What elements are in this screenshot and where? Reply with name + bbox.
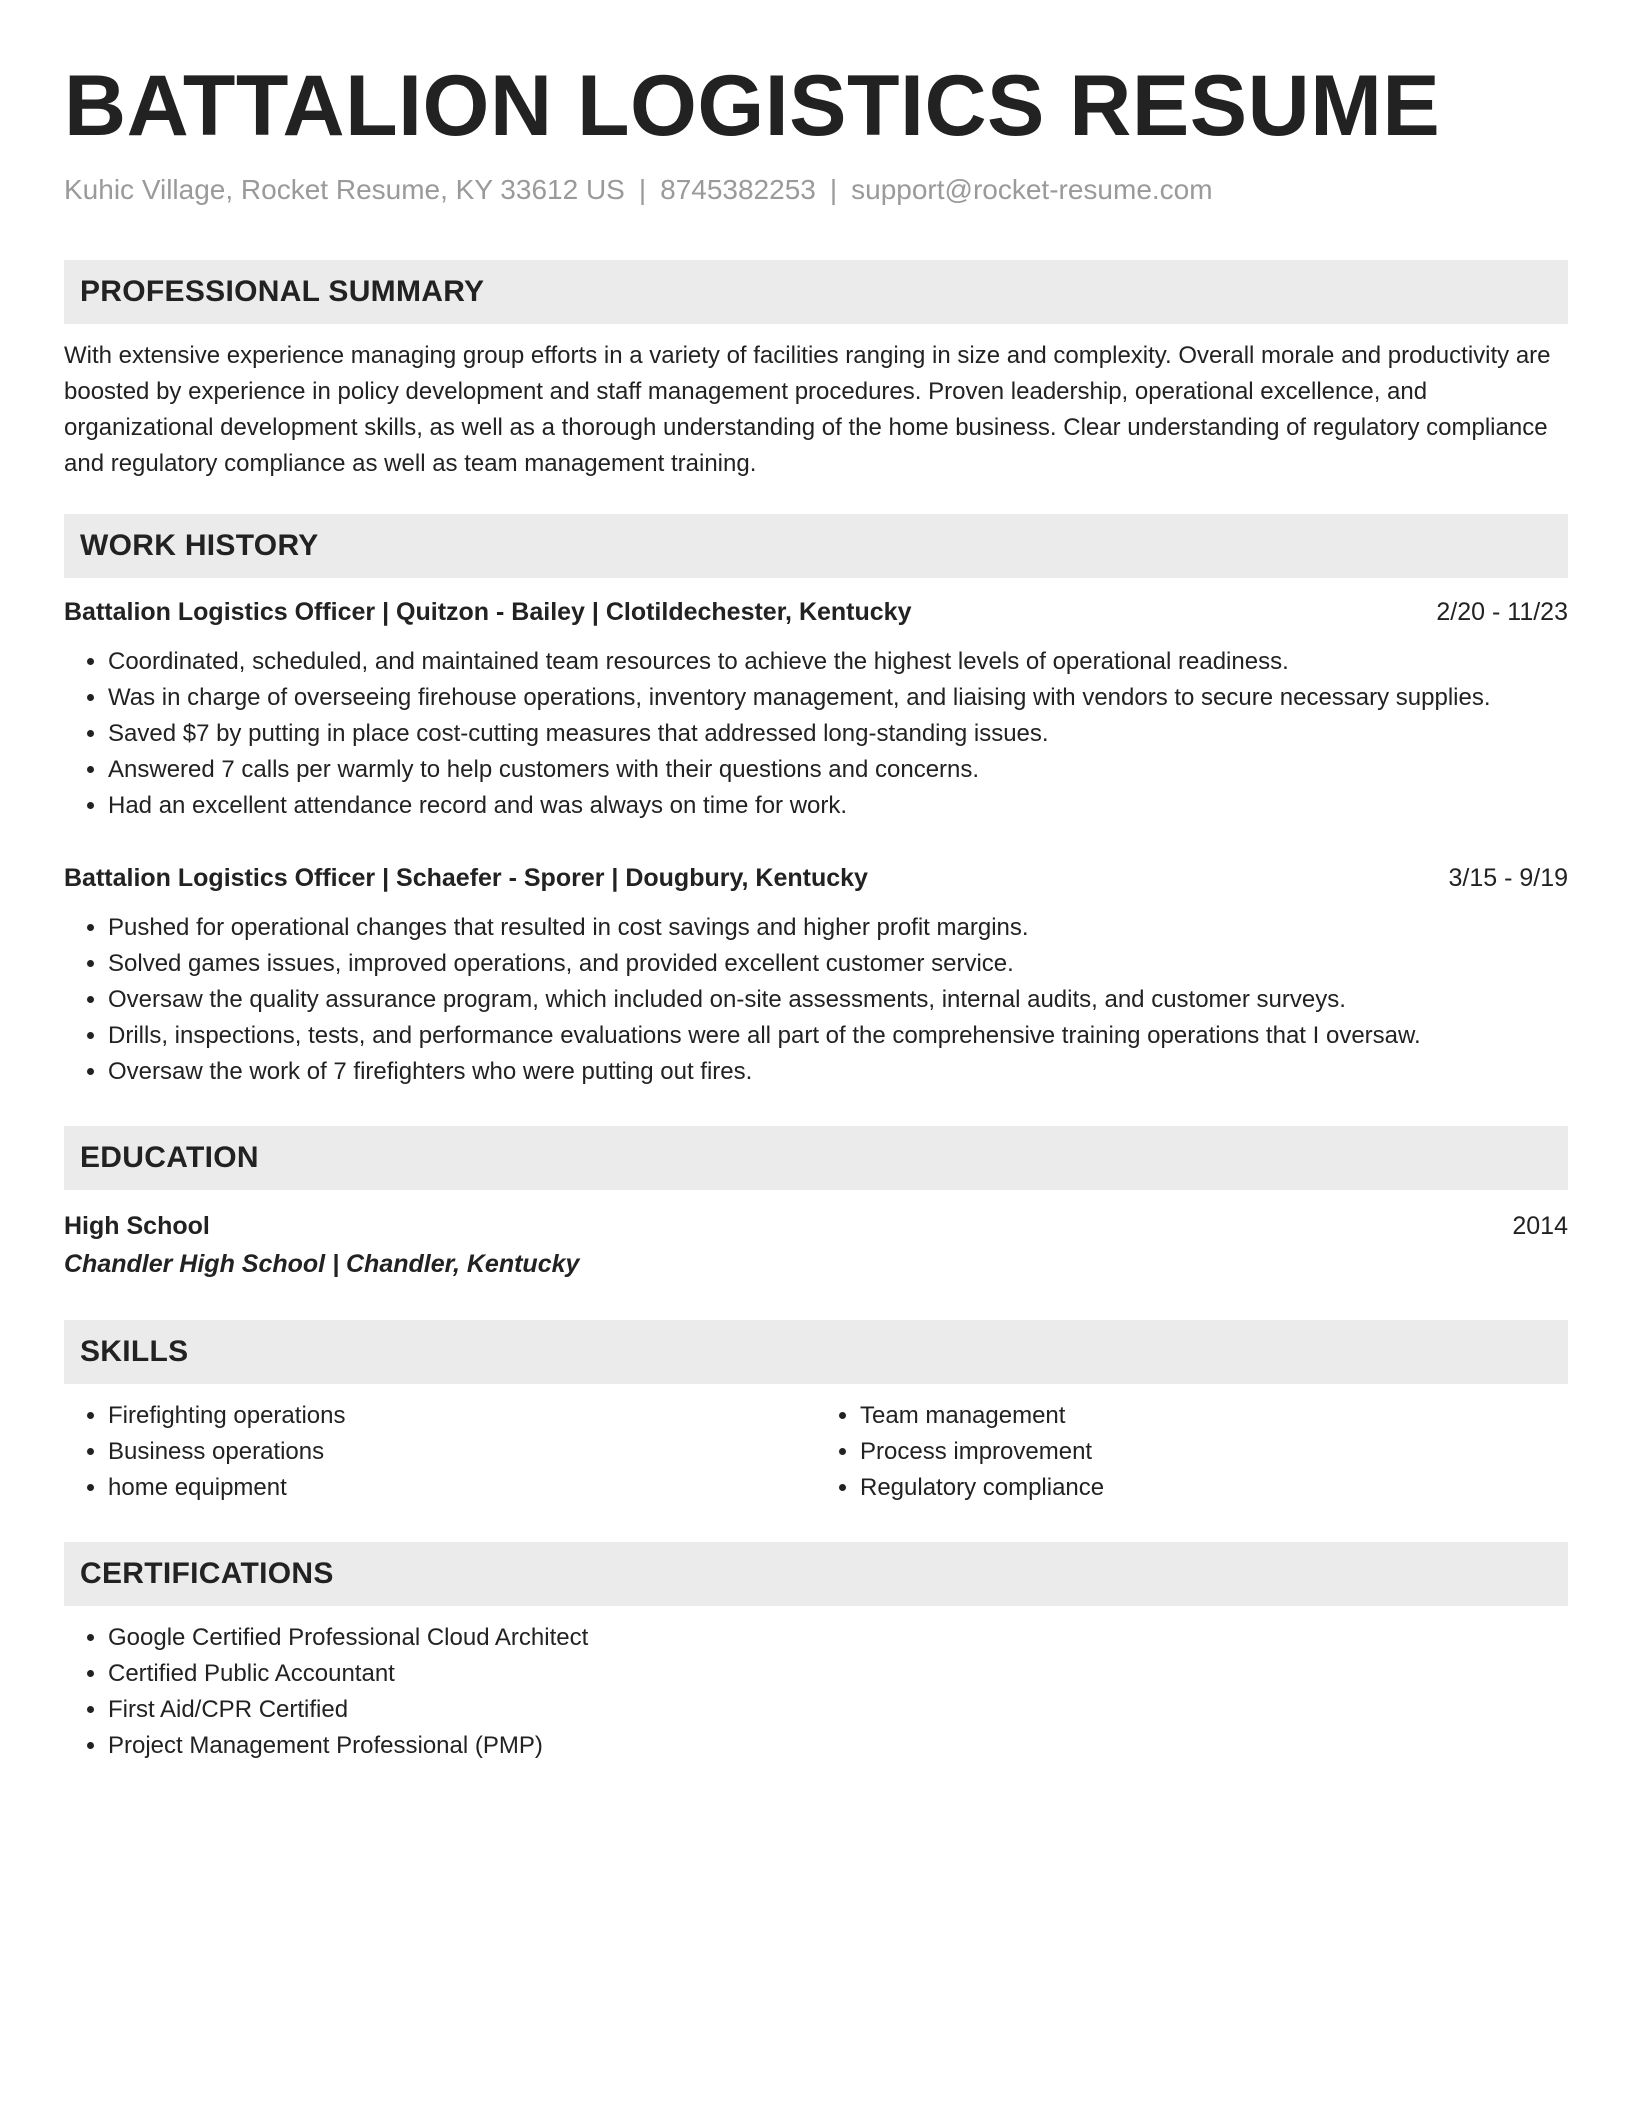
education-school: Chandler High School | Chandler, Kentucky	[64, 1250, 580, 1278]
skills-list-right	[816, 1398, 1568, 1506]
resume-title: BATTALION LOGISTICS RESUME	[64, 58, 1441, 154]
skill-item: • home equipment	[108, 1470, 816, 1506]
job-bullet: • Pushed for operational changes that resulted in cost savings and higher profit margins.	[108, 910, 1568, 946]
contact-line	[64, 172, 1568, 208]
skill-item: • Process improvement	[860, 1434, 1568, 1470]
job-bullets	[64, 910, 1568, 1090]
job-bullet: • Coordinated, scheduled, and maintained team resources to achieve the highest levels of operational readiness.	[108, 644, 1568, 680]
skill-item: • Business operations	[108, 1434, 816, 1470]
section-header-certifications: CERTIFICATIONS	[64, 1542, 1568, 1606]
job-entry	[64, 860, 1568, 1090]
skill-item: • Firefighting operations	[108, 1398, 816, 1434]
job-bullet: • Was in charge of overseeing firehouse operations, inventory management, and liaising with vendors to secure necessary supplies.	[108, 680, 1568, 716]
job-heading-line	[64, 860, 1568, 896]
job-bullets	[64, 644, 1568, 824]
skill-item: • Team management	[860, 1398, 1568, 1434]
job-bullet: • Oversaw the quality assurance program, which included on-site assessments, internal audits, and customer surveys.	[108, 982, 1568, 1018]
certification-item: • First Aid/CPR Certified	[108, 1692, 1568, 1728]
contact-email: support@rocket-resume.com	[851, 174, 1213, 205]
education-degree: High School	[64, 1212, 210, 1240]
summary-text: With extensive experience managing group efforts in a variety of facilities ranging in size and complexity. Overall morale and productivity are boosted by experience in policy development and staff management procedures. Proven leadership, operational excellence, and organizational development skills, as well as a thorough understanding of the home business. Clear understanding of regulatory compliance and regulatory compliance as well as team management training.	[64, 342, 1551, 477]
job-title: Battalion Logistics Officer | Quitzon - Bailey | Clotildechester, Kentucky	[64, 598, 912, 626]
job-dates: 3/15 - 9/19	[1448, 864, 1568, 892]
section-header-skills: SKILLS	[64, 1320, 1568, 1384]
job-entry	[64, 594, 1568, 824]
job-bullet: • Saved $7 by putting in place cost-cutting measures that addressed long-standing issues.	[108, 716, 1568, 752]
education-year: 2014	[1512, 1212, 1568, 1240]
section-header-summary: PROFESSIONAL SUMMARY	[64, 260, 1568, 324]
contact-separator: |	[829, 174, 838, 205]
skills-grid	[64, 1398, 1568, 1506]
job-bullet: • Oversaw the work of 7 firefighters who were putting out fires.	[108, 1054, 1568, 1090]
certification-item: • Certified Public Accountant	[108, 1656, 1568, 1692]
certification-item: • Google Certified Professional Cloud Architect	[108, 1620, 1568, 1656]
job-bullet: • Had an excellent attendance record and was always on time for work.	[108, 788, 1568, 824]
job-title: Battalion Logistics Officer | Schaefer - Sporer | Dougbury, Kentucky	[64, 864, 868, 892]
job-heading-line	[64, 594, 1568, 630]
certifications-list	[64, 1620, 1568, 1764]
job-bullet: • Solved games issues, improved operations, and provided excellent customer service.	[108, 946, 1568, 982]
contact-separator: |	[638, 174, 647, 205]
skill-item: • Regulatory compliance	[860, 1470, 1568, 1506]
job-bullet: • Answered 7 calls per warmly to help customers with their questions and concerns.	[108, 752, 1568, 788]
contact-phone: 8745382253	[660, 174, 816, 205]
contact-address: Kuhic Village, Rocket Resume, KY 33612 US	[64, 174, 625, 205]
job-dates: 2/20 - 11/23	[1436, 598, 1568, 626]
job-bullet: • Drills, inspections, tests, and performance evaluations were all part of the comprehensive training operations that I oversaw.	[108, 1018, 1568, 1054]
section-header-work-history: WORK HISTORY	[64, 514, 1568, 578]
skills-list-left	[64, 1398, 816, 1506]
education-heading-line	[64, 1208, 1568, 1244]
section-header-education: EDUCATION	[64, 1126, 1568, 1190]
certification-item: • Project Management Professional (PMP)	[108, 1728, 1568, 1764]
